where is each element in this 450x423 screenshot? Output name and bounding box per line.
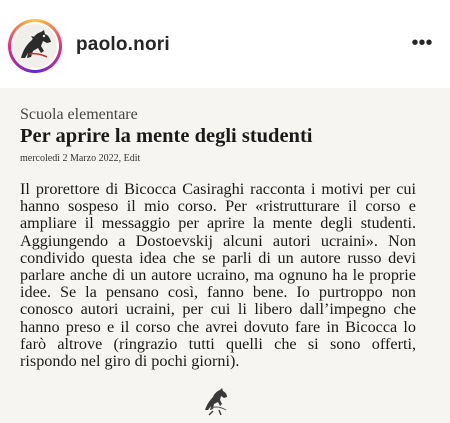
post-meta: mercoledì 2 Marzo 2022, Edit: [20, 153, 141, 164]
more-options-icon[interactable]: •••: [411, 32, 433, 54]
avatar[interactable]: [8, 19, 62, 73]
username[interactable]: paolo.nori: [76, 34, 170, 55]
horse-fleuron-icon: [199, 384, 233, 418]
post-body: Il prorettore di Bicocca Casiraghi racconta i motivi per cui hanno sospeso il mio corso. Per «ristrutturare il corso e ampliare il messaggio per aprire la mente degli studenti. Aggiungendo a Dostoevskij alcuni autori ucraini». Non condivido questa idea che se parli di un autore russo devi parlare anche di un autore ucraino, ma ognuno ha le proprie idee. Se la pensano così, fanno bene. Io purtroppo non conosco autori ucraini, per cui li libero dall’impegno che hanno preso e il corso che avrei dovuto fare in Bicocca lo farò altrove (ringrazio tutti quelli che si sono offerti, rispondo nel giro di pochi giorni).: [20, 180, 416, 371]
avatar-border: [11, 22, 59, 70]
post-kicker: Scuola elementare: [20, 106, 138, 123]
post-title: Per aprire la mente degli studenti: [20, 125, 313, 147]
post-header: [0, 0, 450, 88]
horse-drawing-avatar-icon: [13, 24, 57, 68]
post-image: [0, 88, 450, 423]
